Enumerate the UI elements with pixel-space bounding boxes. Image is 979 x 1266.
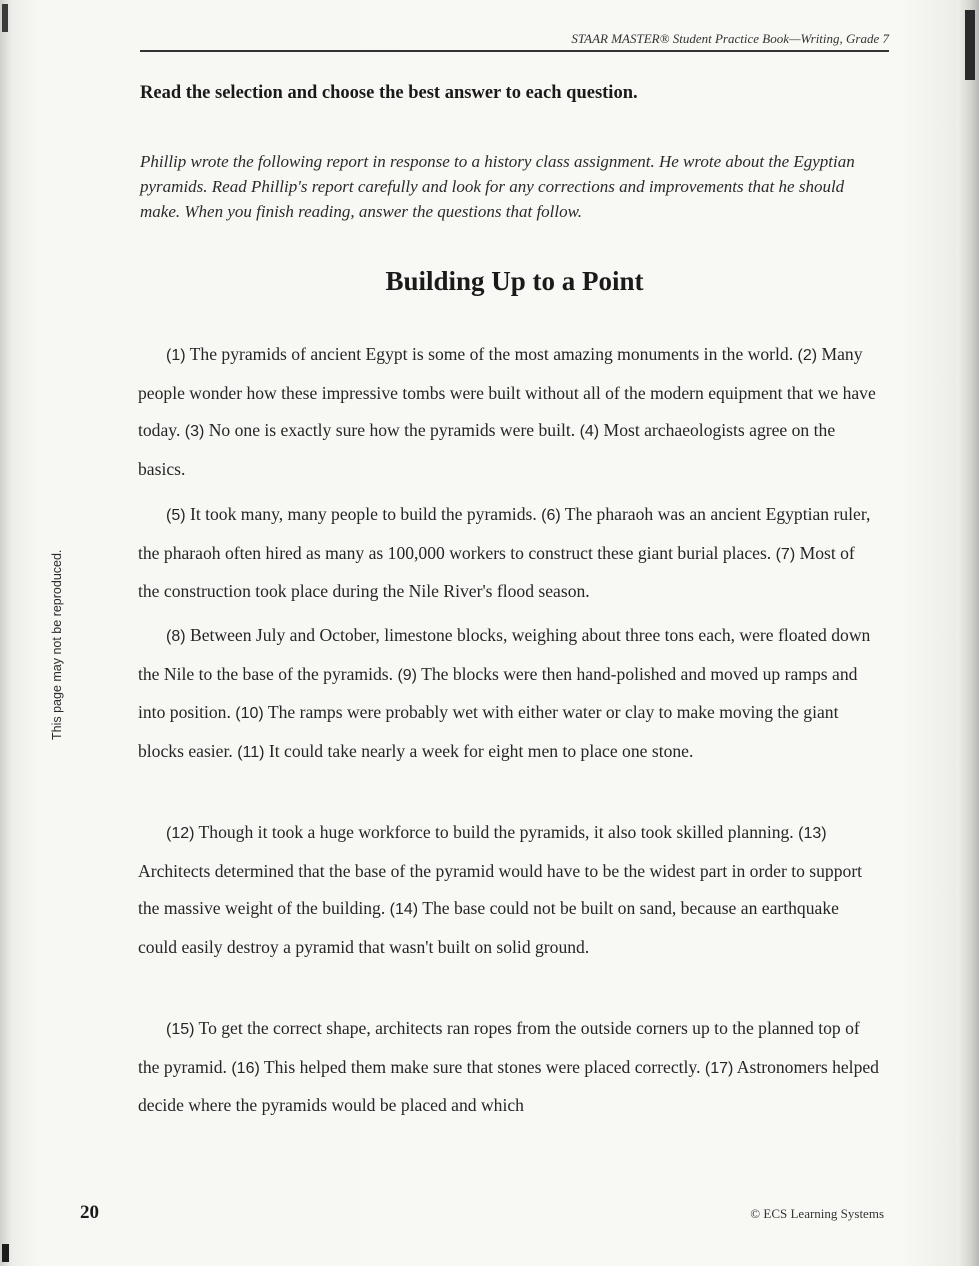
sentence-text: Though it took a huge workforce to build the pyramids, it also took skilled planning. — [198, 822, 794, 842]
sentence-text: The pyramids of ancient Egypt is some of the most amazing monuments in the world. — [189, 344, 794, 364]
scan-mark-bottom-left — [2, 1244, 9, 1262]
sentence-number: (16) — [231, 1059, 260, 1077]
paragraph-5 — [138, 1010, 880, 1125]
paragraph-3 — [138, 617, 880, 771]
sentence-number: (1) — [166, 347, 186, 364]
sentence-number: (6) — [541, 507, 561, 524]
sentence-text: No one is exactly sure how the pyramids were built. — [208, 420, 576, 440]
sentence-text: Astronomers helped decide where the pyramids would be placed and which — [138, 1056, 879, 1115]
sentence-text: Many people wonder how these impressive tombs were built without all of the modern equipment that we have today. — [138, 344, 876, 440]
sentence-number: (15) — [166, 1021, 195, 1038]
intro-paragraph: Phillip wrote the following report in response to a history class assignment. He wrote about the Egyptian pyramids. Read Phillip's report carefully and look for any corrections and improvements that he should make. When you finish reading, answer the questions that follow. — [140, 152, 855, 221]
sentence-text: It could take nearly a week for eight men to place one stone. — [268, 740, 694, 761]
sentence-number: (4) — [579, 423, 600, 440]
paragraph-1 — [138, 336, 880, 488]
sentence-number: (5) — [166, 507, 186, 524]
paragraph-2 — [138, 496, 880, 611]
sentence-number: (7) — [775, 545, 796, 563]
sentence-text: The pharaoh was an ancient Egyptian ruler, the pharaoh often hired as many as 100,000 workers to construct these giant burial places. — [138, 504, 871, 563]
sentence-number: (14) — [389, 901, 419, 918]
sentence-text: The ramps were probably wet with either water or clay to make moving the giant blocks easier. — [138, 702, 839, 761]
sentence-number: (3) — [184, 423, 205, 440]
instructions: Read the selection and choose the best answer to each question. — [140, 83, 638, 103]
running-header: STAAR MASTER® Student Practice Book—Writing, Grade 7 — [571, 31, 889, 46]
sentence-text: Most of the construction took place during the Nile River's flood season. — [138, 542, 855, 601]
sentence-text: This helped them make sure that stones were placed correctly. — [263, 1056, 701, 1077]
reproduction-notice: This page may not be reproduced. — [50, 549, 64, 740]
paragraph-4 — [138, 814, 880, 966]
copyright: © ECS Learning Systems — [750, 1206, 884, 1221]
sentence-number: (8) — [166, 628, 186, 645]
scan-edge-left — [0, 0, 12, 1266]
report-title: Building Up to a Point — [385, 266, 644, 296]
sentence-text: Most archaeologists agree on the basics. — [138, 420, 836, 479]
page-number: 20 — [80, 1202, 99, 1223]
scan-mark-top-right — [965, 10, 975, 80]
sentence-text: It took many, many people to build the pyramids. — [189, 504, 537, 524]
sentence-text: The base could not be built on sand, because an earthquake could easily destroy a pyramid that wasn't built on solid ground. — [138, 898, 839, 957]
sentence-text: To get the correct shape, architects ran ropes from the outside corners up to the planned top of the pyramid. — [138, 1018, 860, 1077]
sentence-number: (13) — [798, 825, 827, 842]
sentence-text: Architects determined that the base of the pyramid would have to be the widest part in order to support the massive weight of the building. — [138, 860, 863, 918]
scan-mark-top-left — [2, 4, 8, 32]
sentence-number: (2) — [797, 347, 818, 364]
sentence-number: (11) — [237, 743, 265, 761]
scan-edge-right — [957, 0, 979, 1266]
sentence-number: (9) — [397, 666, 418, 684]
sentence-number: (12) — [166, 825, 195, 842]
header-rule — [140, 50, 889, 52]
sentence-number: (17) — [704, 1059, 734, 1077]
sentence-text: The blocks were then hand-polished and moved up ramps and into position. — [138, 663, 858, 722]
sentence-number: (10) — [235, 705, 264, 722]
sentence-text: Between July and October, limestone blocks, weighing about three tons each, were floated down the Nile to the base of the pyramids. — [138, 625, 871, 684]
